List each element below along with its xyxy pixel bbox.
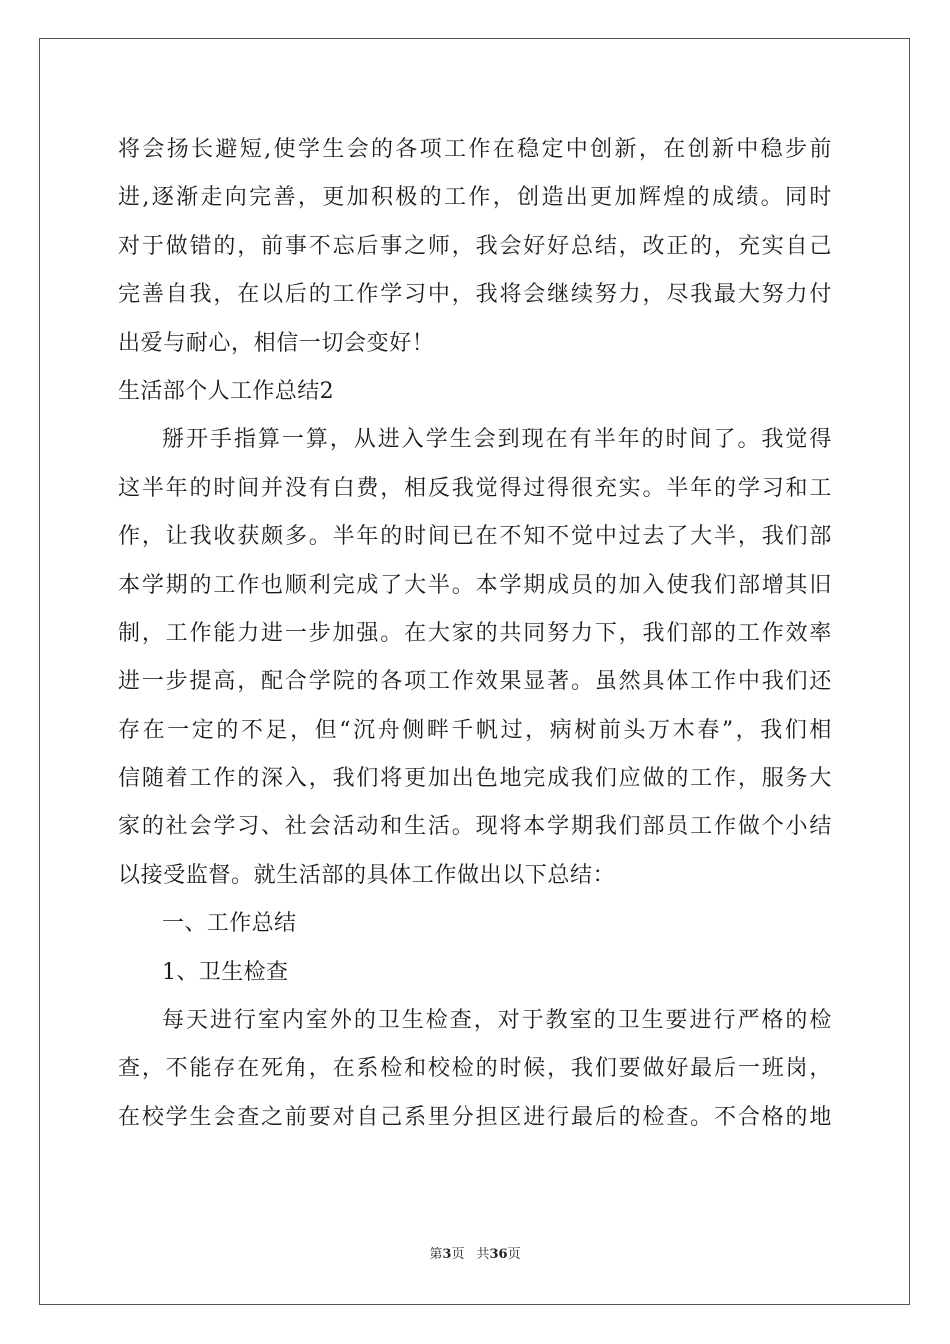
page-number: 3 [442,1247,452,1262]
text-line: 家的社会学习、社会活动和生活。现将本学期我们部员工作做个小结 [118,814,832,840]
page-footer [0,1243,950,1262]
text-line: 以接受监督。就生活部的具体工作做出以下总结： [118,862,616,888]
text-line: 出爱与耐心，相信一切会变好！ [118,330,435,356]
page-suffix: 页 [451,1247,465,1262]
text-line: 掰开手指算一算，从进入学生会到现在有半年的时间了。我觉得 [162,427,832,453]
text-line: 将会扬长避短,使学生会的各项工作在稳定中创新，在创新中稳步前 [118,137,832,162]
heading-work-summary: 一、工作总结 [162,911,297,937]
text-line: 完善自我，在以后的工作学习中，我将会继续努力，尽我最大努力付 [118,282,832,308]
text-line: 信随着工作的深入，我们将更加出色地完成我们应做的工作，服务大 [118,766,832,792]
text-line: 进一步提高，配合学院的各项工作效果显著。虽然具体工作中我们还 [118,669,832,695]
text-line: 存在一定的不足，但“沉舟侧畔千帆过，病树前头万木春”，我们相 [118,717,832,743]
total-prefix: 共 [476,1247,490,1262]
text-line: 在校学生会查之前要对自己系里分担区进行最后的检查。不合格的地 [118,1104,832,1130]
text-line: 查，不能存在死角，在系检和校检的时候，我们要做好最后一班岗， [118,1056,832,1082]
page-content [118,126,832,1142]
text-line: 每天进行室内室外的卫生检查，对于教室的卫生要进行严格的检 [162,1008,832,1034]
total-pages: 36 [489,1247,508,1262]
total-suffix: 页 [507,1247,521,1262]
text-line: 作，让我收获颇多。半年的时间已在不知不觉中过去了大半，我们部 [118,524,832,550]
page-prefix: 第 [429,1247,443,1262]
paragraph-2 [118,416,832,900]
text-line: 本学期的工作也顺利完成了大半。本学期成员的加入使我们部增其旧 [118,572,832,598]
text-line: 这半年的时间并没有白费，相反我觉得过得很充实。半年的学习和工 [118,475,832,501]
text-line: 制，工作能力进一步加强。在大家的共同努力下，我们部的工作效率 [118,620,832,646]
paragraph-1 [118,126,832,368]
paragraph-3 [118,997,832,1142]
heading-hygiene-check: 1、卫生检查 [162,959,289,985]
section-title: 生活部个人工作总结2 [118,378,334,404]
text-line: 对于做错的，前事不忘后事之师，我会好好总结，改正的，充实自己 [118,233,832,259]
text-line: 进,逐渐走向完善，更加积极的工作，创造出更加辉煌的成绩。同时 [118,185,832,211]
